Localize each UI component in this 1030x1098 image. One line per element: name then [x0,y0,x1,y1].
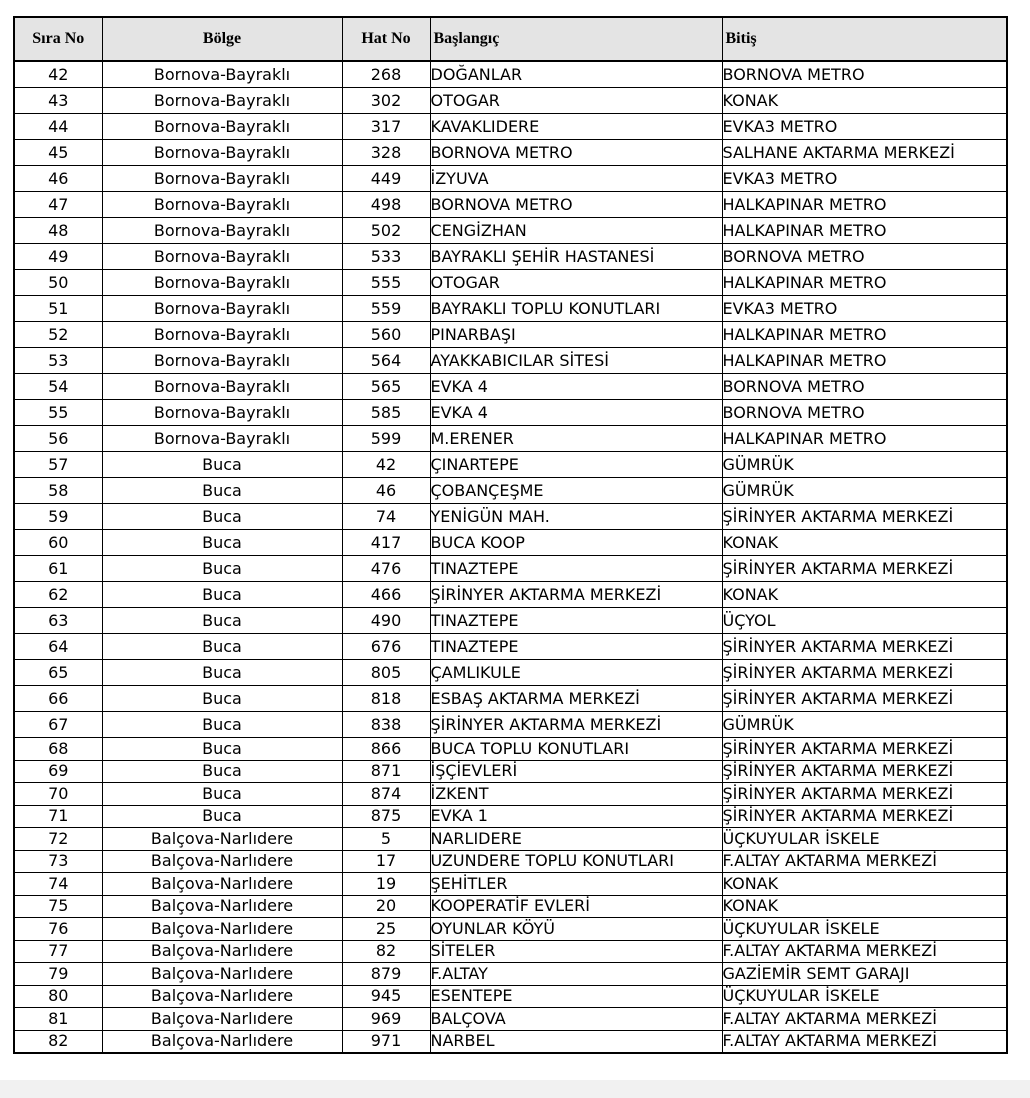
cell-bitis: ÜÇKUYULAR İSKELE [722,985,1007,1008]
cell-sira-no: 73 [14,850,102,873]
cell-sira-no: 43 [14,88,102,114]
table-row [14,738,1007,761]
cell-bolge: Buca [102,686,342,712]
table-row [14,760,1007,783]
table-row [14,140,1007,166]
cell-bitis: GAZİEMİR SEMT GARAJI [722,963,1007,986]
cell-bolge: Balçova-Narlıdere [102,895,342,918]
cell-hat-no: 417 [342,530,430,556]
cell-bitis: GÜMRÜK [722,478,1007,504]
table-body [14,61,1007,1053]
cell-hat-no: 866 [342,738,430,761]
cell-bitis: HALKAPINAR METRO [722,348,1007,374]
header-hat-no: Hat No [342,17,430,61]
cell-sira-no: 82 [14,1030,102,1053]
cell-bolge: Bornova-Bayraklı [102,61,342,88]
table-row [14,296,1007,322]
table-row [14,348,1007,374]
cell-baslangic: ŞİRİNYER AKTARMA MERKEZİ [430,712,722,738]
cell-bitis: KONAK [722,530,1007,556]
table-row [14,556,1007,582]
cell-baslangic: BUCA KOOP [430,530,722,556]
cell-hat-no: 533 [342,244,430,270]
cell-baslangic: KAVAKLIDERE [430,114,722,140]
header-row [14,17,1007,61]
cell-hat-no: 42 [342,452,430,478]
cell-sira-no: 55 [14,400,102,426]
cell-sira-no: 71 [14,805,102,828]
cell-bitis: ŞİRİNYER AKTARMA MERKEZİ [722,760,1007,783]
cell-bolge: Buca [102,504,342,530]
cell-hat-no: 498 [342,192,430,218]
header-bitis: Bitiş [722,17,1007,61]
cell-bolge: Bornova-Bayraklı [102,218,342,244]
cell-baslangic: ÇAMLIKULE [430,660,722,686]
cell-bitis: F.ALTAY AKTARMA MERKEZİ [722,940,1007,963]
cell-sira-no: 65 [14,660,102,686]
table-row [14,686,1007,712]
cell-bolge: Buca [102,608,342,634]
cell-bolge: Buca [102,478,342,504]
cell-bolge: Bornova-Bayraklı [102,114,342,140]
cell-bolge: Buca [102,760,342,783]
cell-hat-no: 838 [342,712,430,738]
cell-bitis: ŞİRİNYER AKTARMA MERKEZİ [722,660,1007,686]
cell-bolge: Bornova-Bayraklı [102,296,342,322]
cell-baslangic: BORNOVA METRO [430,140,722,166]
cell-sira-no: 63 [14,608,102,634]
cell-bitis: HALKAPINAR METRO [722,218,1007,244]
cell-sira-no: 51 [14,296,102,322]
cell-bitis: KONAK [722,873,1007,896]
table-header [14,17,1007,61]
cell-hat-no: 82 [342,940,430,963]
cell-hat-no: 676 [342,634,430,660]
cell-bitis: F.ALTAY AKTARMA MERKEZİ [722,1008,1007,1031]
cell-hat-no: 871 [342,760,430,783]
table-row [14,805,1007,828]
table-row [14,895,1007,918]
table-row [14,192,1007,218]
cell-hat-no: 466 [342,582,430,608]
cell-bolge: Buca [102,712,342,738]
table-row [14,873,1007,896]
table-row [14,244,1007,270]
cell-bolge: Balçova-Narlıdere [102,963,342,986]
cell-baslangic: ÇINARTEPE [430,452,722,478]
cell-sira-no: 46 [14,166,102,192]
cell-sira-no: 50 [14,270,102,296]
cell-sira-no: 57 [14,452,102,478]
cell-sira-no: 66 [14,686,102,712]
header-bolge: Bölge [102,17,342,61]
cell-sira-no: 64 [14,634,102,660]
cell-sira-no: 69 [14,760,102,783]
cell-hat-no: 317 [342,114,430,140]
cell-hat-no: 5 [342,828,430,851]
table-row [14,61,1007,88]
cell-bitis: BORNOVA METRO [722,61,1007,88]
table-row [14,504,1007,530]
table-row [14,88,1007,114]
cell-bolge: Bornova-Bayraklı [102,426,342,452]
cell-hat-no: 25 [342,918,430,941]
cell-baslangic: KOOPERATİF EVLERİ [430,895,722,918]
cell-bolge: Buca [102,783,342,806]
cell-bitis: ÜÇYOL [722,608,1007,634]
cell-hat-no: 476 [342,556,430,582]
cell-baslangic: EVKA 1 [430,805,722,828]
cell-bitis: ŞİRİNYER AKTARMA MERKEZİ [722,686,1007,712]
cell-sira-no: 75 [14,895,102,918]
cell-bitis: ŞİRİNYER AKTARMA MERKEZİ [722,556,1007,582]
cell-bolge: Buca [102,660,342,686]
cell-hat-no: 585 [342,400,430,426]
cell-hat-no: 268 [342,61,430,88]
cell-baslangic: TINAZTEPE [430,608,722,634]
cell-baslangic: NARLIDERE [430,828,722,851]
cell-baslangic: ESBAŞ AKTARMA MERKEZİ [430,686,722,712]
header-baslangic: Başlangıç [430,17,722,61]
table-row [14,828,1007,851]
cell-bitis: EVKA3 METRO [722,296,1007,322]
cell-hat-no: 805 [342,660,430,686]
cell-baslangic: CENGİZHAN [430,218,722,244]
cell-hat-no: 449 [342,166,430,192]
cell-bolge: Balçova-Narlıdere [102,1030,342,1053]
cell-sira-no: 79 [14,963,102,986]
cell-bitis: ŞİRİNYER AKTARMA MERKEZİ [722,805,1007,828]
cell-sira-no: 42 [14,61,102,88]
cell-bolge: Bornova-Bayraklı [102,166,342,192]
cell-baslangic: ŞİRİNYER AKTARMA MERKEZİ [430,582,722,608]
cell-baslangic: ŞEHİTLER [430,873,722,896]
cell-bolge: Bornova-Bayraklı [102,88,342,114]
table-row [14,850,1007,873]
cell-baslangic: İZKENT [430,783,722,806]
cell-baslangic: BUCA TOPLU KONUTLARI [430,738,722,761]
cell-baslangic: İŞÇİEVLERİ [430,760,722,783]
cell-bitis: ŞİRİNYER AKTARMA MERKEZİ [722,504,1007,530]
cell-hat-no: 328 [342,140,430,166]
cell-sira-no: 45 [14,140,102,166]
table-row [14,963,1007,986]
cell-baslangic: M.ERENER [430,426,722,452]
cell-hat-no: 945 [342,985,430,1008]
bus-routes-table [13,16,1008,1054]
cell-bolge: Buca [102,530,342,556]
cell-hat-no: 875 [342,805,430,828]
cell-bitis: GÜMRÜK [722,452,1007,478]
cell-sira-no: 53 [14,348,102,374]
cell-bitis: SALHANE AKTARMA MERKEZİ [722,140,1007,166]
cell-sira-no: 54 [14,374,102,400]
cell-sira-no: 76 [14,918,102,941]
cell-bitis: KONAK [722,582,1007,608]
cell-bitis: EVKA3 METRO [722,114,1007,140]
cell-bitis: EVKA3 METRO [722,166,1007,192]
cell-baslangic: OYUNLAR KÖYÜ [430,918,722,941]
cell-bolge: Bornova-Bayraklı [102,374,342,400]
table-row [14,1008,1007,1031]
cell-bolge: Balçova-Narlıdere [102,918,342,941]
header-sira-no: Sıra No [14,17,102,61]
table-row [14,918,1007,941]
table-row [14,582,1007,608]
cell-baslangic: AYAKKABICILAR SİTESİ [430,348,722,374]
cell-sira-no: 52 [14,322,102,348]
cell-bitis: ŞİRİNYER AKTARMA MERKEZİ [722,634,1007,660]
cell-baslangic: OTOGAR [430,88,722,114]
table-row [14,634,1007,660]
cell-hat-no: 20 [342,895,430,918]
cell-hat-no: 874 [342,783,430,806]
cell-sira-no: 68 [14,738,102,761]
cell-bolge: Bornova-Bayraklı [102,192,342,218]
cell-baslangic: TINAZTEPE [430,556,722,582]
table-row [14,1030,1007,1053]
cell-baslangic: F.ALTAY [430,963,722,986]
cell-baslangic: BORNOVA METRO [430,192,722,218]
cell-bolge: Bornova-Bayraklı [102,270,342,296]
cell-baslangic: EVKA 4 [430,374,722,400]
cell-sira-no: 61 [14,556,102,582]
cell-bitis: HALKAPINAR METRO [722,192,1007,218]
cell-bitis: BORNOVA METRO [722,374,1007,400]
cell-sira-no: 62 [14,582,102,608]
cell-hat-no: 502 [342,218,430,244]
cell-baslangic: İZYUVA [430,166,722,192]
cell-hat-no: 490 [342,608,430,634]
cell-sira-no: 72 [14,828,102,851]
cell-bitis: HALKAPINAR METRO [722,426,1007,452]
cell-sira-no: 60 [14,530,102,556]
cell-bitis: ŞİRİNYER AKTARMA MERKEZİ [722,783,1007,806]
cell-bolge: Buca [102,634,342,660]
cell-bitis: KONAK [722,895,1007,918]
cell-baslangic: BALÇOVA [430,1008,722,1031]
cell-bolge: Bornova-Bayraklı [102,348,342,374]
table-row [14,452,1007,478]
cell-hat-no: 818 [342,686,430,712]
cell-bolge: Balçova-Narlıdere [102,1008,342,1031]
cell-hat-no: 559 [342,296,430,322]
table-row [14,426,1007,452]
cell-baslangic: UZUNDERE TOPLU KONUTLARI [430,850,722,873]
cell-bolge: Balçova-Narlıdere [102,850,342,873]
table-row [14,166,1007,192]
table-row [14,478,1007,504]
cell-sira-no: 81 [14,1008,102,1031]
cell-hat-no: 969 [342,1008,430,1031]
cell-hat-no: 19 [342,873,430,896]
cell-baslangic: OTOGAR [430,270,722,296]
table-row [14,270,1007,296]
table-row [14,322,1007,348]
cell-bolge: Balçova-Narlıdere [102,940,342,963]
cell-sira-no: 48 [14,218,102,244]
cell-bolge: Buca [102,452,342,478]
cell-bolge: Buca [102,738,342,761]
cell-bitis: GÜMRÜK [722,712,1007,738]
cell-bitis: HALKAPINAR METRO [722,270,1007,296]
cell-baslangic: YENİGÜN MAH. [430,504,722,530]
table-row [14,783,1007,806]
cell-baslangic: PINARBAŞI [430,322,722,348]
cell-baslangic: TINAZTEPE [430,634,722,660]
cell-hat-no: 879 [342,963,430,986]
cell-baslangic: DOĞANLAR [430,61,722,88]
cell-bolge: Bornova-Bayraklı [102,400,342,426]
table-row [14,114,1007,140]
cell-sira-no: 59 [14,504,102,530]
cell-sira-no: 77 [14,940,102,963]
cell-hat-no: 599 [342,426,430,452]
cell-hat-no: 560 [342,322,430,348]
cell-bolge: Bornova-Bayraklı [102,322,342,348]
cell-bitis: HALKAPINAR METRO [722,322,1007,348]
table-row [14,218,1007,244]
table-row [14,608,1007,634]
cell-baslangic: ESENTEPE [430,985,722,1008]
cell-baslangic: SİTELER [430,940,722,963]
cell-hat-no: 555 [342,270,430,296]
cell-hat-no: 17 [342,850,430,873]
cell-bolge: Buca [102,805,342,828]
cell-sira-no: 47 [14,192,102,218]
cell-bitis: F.ALTAY AKTARMA MERKEZİ [722,1030,1007,1053]
cell-sira-no: 67 [14,712,102,738]
cell-hat-no: 74 [342,504,430,530]
cell-baslangic: EVKA 4 [430,400,722,426]
cell-baslangic: ÇOBANÇEŞME [430,478,722,504]
cell-baslangic: BAYRAKLI ŞEHİR HASTANESİ [430,244,722,270]
cell-sira-no: 80 [14,985,102,1008]
cell-baslangic: NARBEL [430,1030,722,1053]
cell-bitis: KONAK [722,88,1007,114]
cell-bitis: BORNOVA METRO [722,244,1007,270]
cell-bolge: Balçova-Narlıdere [102,873,342,896]
table-row [14,940,1007,963]
cell-hat-no: 971 [342,1030,430,1053]
cell-bolge: Buca [102,582,342,608]
table-row [14,660,1007,686]
cell-bitis: BORNOVA METRO [722,400,1007,426]
cell-sira-no: 58 [14,478,102,504]
table-row [14,712,1007,738]
cell-sira-no: 70 [14,783,102,806]
table-row [14,985,1007,1008]
cell-bolge: Balçova-Narlıdere [102,985,342,1008]
cell-sira-no: 49 [14,244,102,270]
cell-bitis: F.ALTAY AKTARMA MERKEZİ [722,850,1007,873]
cell-baslangic: BAYRAKLI TOPLU KONUTLARI [430,296,722,322]
cell-hat-no: 565 [342,374,430,400]
cell-sira-no: 74 [14,873,102,896]
bottom-strip [0,1080,1030,1098]
cell-hat-no: 564 [342,348,430,374]
cell-sira-no: 56 [14,426,102,452]
cell-bolge: Balçova-Narlıdere [102,828,342,851]
cell-hat-no: 302 [342,88,430,114]
table-row [14,400,1007,426]
cell-bolge: Buca [102,556,342,582]
cell-bitis: ŞİRİNYER AKTARMA MERKEZİ [722,738,1007,761]
cell-bolge: Bornova-Bayraklı [102,140,342,166]
table-row [14,374,1007,400]
cell-bitis: ÜÇKUYULAR İSKELE [722,918,1007,941]
cell-sira-no: 44 [14,114,102,140]
cell-bolge: Bornova-Bayraklı [102,244,342,270]
cell-bitis: ÜÇKUYULAR İSKELE [722,828,1007,851]
table-row [14,530,1007,556]
cell-hat-no: 46 [342,478,430,504]
